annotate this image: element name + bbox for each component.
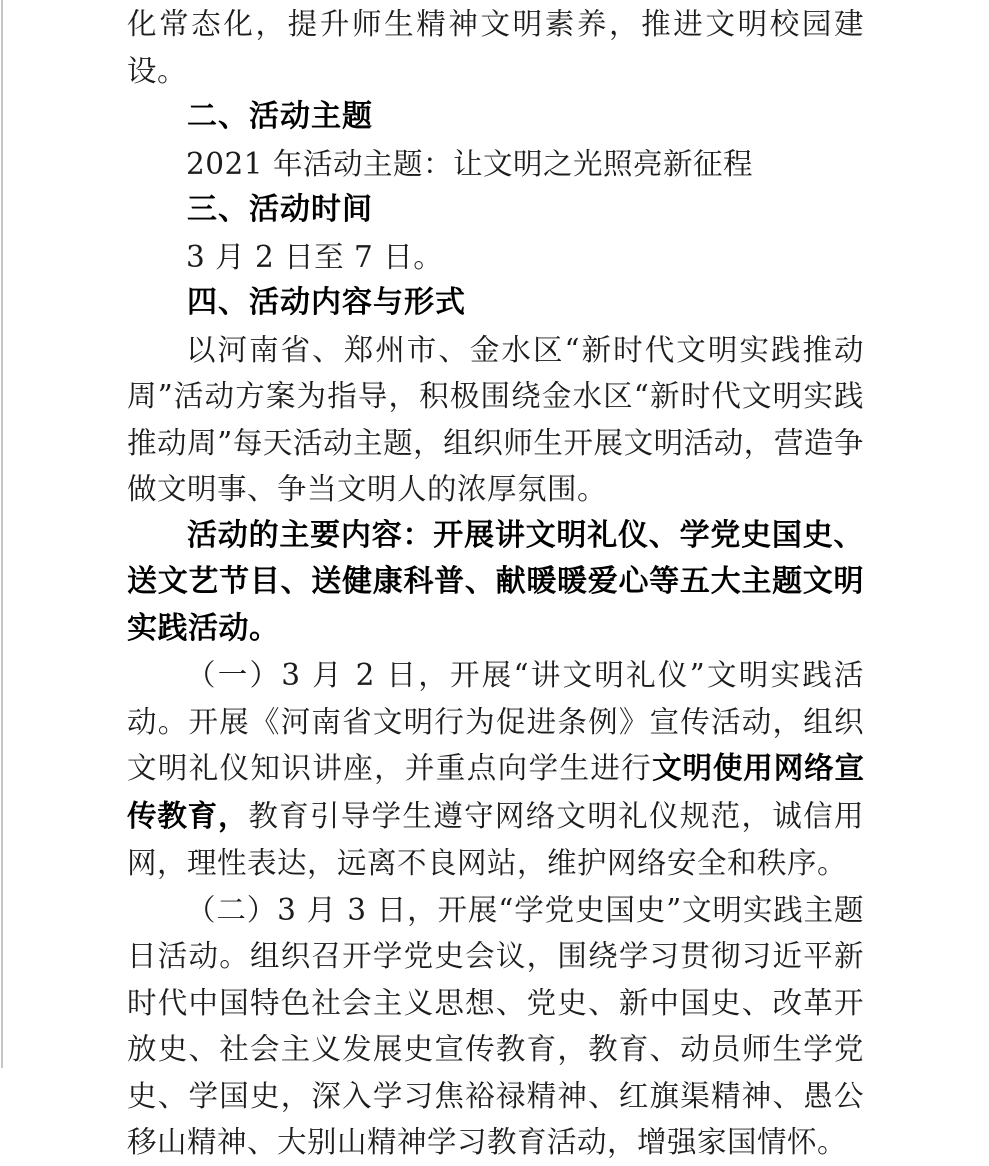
heading-activity-theme: 二、活动主题 bbox=[187, 100, 373, 133]
page-edge-line bbox=[1, 0, 3, 1068]
paragraph-main-activities-bold: 活动的主要内容：开展讲文明礼仪、学党史国史、送文艺节目、送健康科普、献暖暖爱心等五大主题文明实践活动。 bbox=[127, 518, 864, 645]
paragraph-day2-march3: （二）3 月 3 日，开展“学党史国史”文明实践主题日活动。组织召开学党史会议，围绕学习贯彻习近平新时代中国特色社会主义思想、党史、新中国史、改革开放史、社会主义发展史宣传教育，教育、动员师生学党史、学国史，深入学习焦裕禄精神、红旗渠精神、愚公移山精神、大别山精神学习教育活动，增强家国情怀。 bbox=[127, 892, 864, 1159]
paragraph-continuation-civilization-campus: 化常态化，提升师生精神文明素养，推进文明校园建设。 bbox=[127, 7, 864, 88]
heading-activity-time: 三、活动时间 bbox=[187, 193, 373, 226]
day1-bold-network-education: 文明使用网络宣传教育， bbox=[127, 752, 864, 833]
paragraph-activity-dates: 3 月 2 日至 7 日。 bbox=[186, 239, 444, 274]
day1-text-pre: （一）3 月 2 日，开展“讲文明礼仪”文明实践活动。开展《河南省文明行为促进条例》宣传活动，组织文明礼仪知识讲座，并重点向学生进行 bbox=[127, 658, 864, 785]
heading-activity-content-form: 四、活动内容与形式 bbox=[187, 286, 466, 319]
paragraph-theme-2021: 2021 年活动主题：让文明之光照亮新征程 bbox=[186, 146, 753, 181]
paragraph-guiding-plan: 以河南省、郑州市、金水区“新时代文明实践推动周”活动方案为指导，积极围绕金水区“新时代文明实践推动周”每天活动主题，组织师生开展文明活动，营造争做文明事、争当文明人的浓厚氛围。 bbox=[127, 332, 864, 506]
paragraph-day1-march2 bbox=[127, 652, 864, 887]
day1-text-post: 教育引导学生遵守网络文明礼仪规范，诚信用网，理性表达，远离不良网站，维护网络安全和秩序。 bbox=[127, 798, 864, 880]
document-body bbox=[127, 1, 864, 1166]
